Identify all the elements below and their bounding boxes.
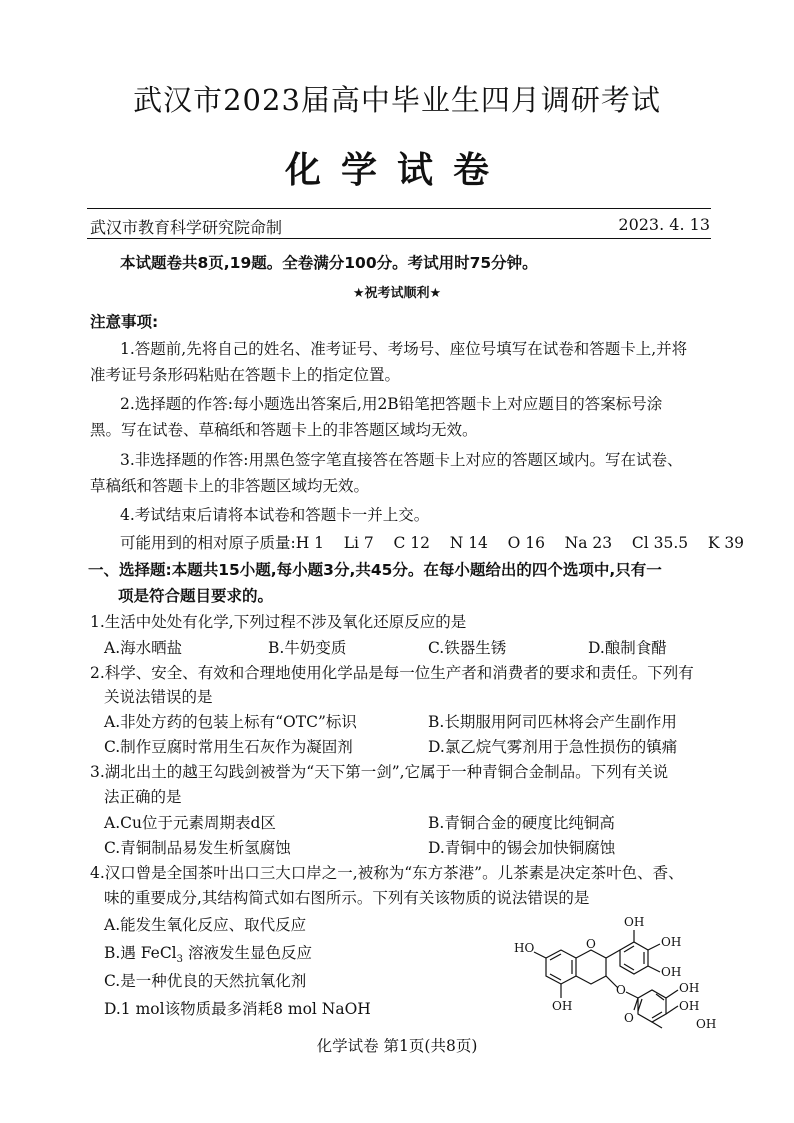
q4-option-b [104, 942, 312, 971]
bond-a-oh-left [534, 952, 546, 958]
q1-option-a: A.海水晒盐 [104, 639, 183, 657]
q3-option-a: A.Cu位于元素周期表d区 [104, 814, 276, 832]
notice-1-line-1: 1.答题前,先将自己的姓名、准考证号、考场号、座位号填写在试卷和答题卡上,并将 [120, 340, 688, 358]
q2-option-d: D.氯乙烷气雾剂用于急性损伤的镇痛 [428, 738, 678, 756]
label-oh-galloyl-bottom: OH [696, 1017, 717, 1030]
notice-3-line-1: 3.非选择题的作答:用黑色签字笔直接答在答题卡上对应的答题区域内。写在试卷、 [120, 451, 683, 469]
label-oh-bottom: OH [552, 999, 573, 1013]
ring-galloyl [638, 990, 666, 1022]
notice-4: 4.考试结束后请将本试卷和答题卡一并上交。 [120, 506, 430, 524]
structure-bonds [534, 930, 678, 1028]
q2-option-a: A.非处方药的包装上标有“OTC”标识 [104, 713, 357, 731]
q1-option-d: D.酿制食醋 [588, 639, 667, 657]
label-oh-b-right: OH [661, 935, 682, 949]
header-rule-top [87, 208, 711, 209]
q3-option-b: B.青铜合金的硬度比纯铜高 [428, 814, 615, 832]
bond-c-b-link [606, 950, 620, 958]
q4-option-b-subscript: 3 [176, 954, 184, 966]
bond-galloyl-oh-top [666, 990, 678, 998]
ring-c [576, 950, 606, 984]
q4-option-d: D.1 mol该物质最多消耗8 mol NaOH [104, 1000, 371, 1018]
q3-option-d: D.青铜中的锡会加快铜腐蚀 [428, 839, 616, 857]
q1-option-b: B.牛奶变质 [268, 639, 347, 657]
label-ho-left: HO [514, 941, 535, 955]
q2-stem-line-1: 2.科学、安全、有效和合理地使用化学品是每一位生产者和消费者的要求和责任。下列有 [90, 664, 694, 682]
exam-title: 武汉市2023届高中毕业生四月调研考试 [133, 83, 661, 117]
label-oh-b-lower: OH [661, 965, 682, 979]
bond-galloyl-oh-mid [666, 1006, 678, 1014]
exam-date: 2023. 4. 13 [618, 215, 710, 234]
section-1-heading-line-2: 项是符合题目要求的。 [118, 587, 274, 605]
notice-heading: 注意事项: [90, 313, 159, 331]
bond-b-oh-right [648, 944, 660, 950]
exam-summary: 本试题卷共8页,19题。全卷满分100分。考试用时75分钟。 [120, 254, 538, 272]
section-1-heading-line-1: 一、选择题:本题共15小题,每小题3分,共45分。在每小题给出的四个选项中,只有一 [88, 561, 662, 579]
publisher: 武汉市教育科学研究院命制 [90, 218, 283, 237]
q4-option-a: A.能发生氧化反应、取代反应 [104, 916, 307, 934]
q2-option-b: B.长期服用阿司匹林将会产生副作用 [428, 713, 677, 731]
exam-subtitle: 化学试卷 [284, 150, 509, 191]
label-o-ring: O [586, 937, 596, 951]
q3-stem-line-2: 法正确的是 [104, 788, 182, 806]
label-o-carbonyl: O [624, 1011, 634, 1025]
q3-option-c: C.青铜制品易发生析氢腐蚀 [104, 839, 291, 857]
q2-stem-line-2: 关说法错误的是 [104, 688, 213, 706]
notice-3-line-2: 草稿纸和答题卡上的非答题区域均无效。 [90, 477, 370, 495]
label-o-ester: O [616, 983, 626, 997]
q1-option-c: C.铁器生锈 [428, 639, 507, 657]
q1-stem: 1.生活中处处有化学,下列过程不涉及氧化还原反应的是 [90, 613, 467, 631]
q4-option-b-suffix: 溶液发生显色反应 [183, 944, 312, 962]
notice-2-line-2: 黑。写在试卷、草稿纸和答题卡上的非答题区域均无效。 [90, 421, 478, 439]
page-footer: 化学试卷 第1页(共8页) [316, 1037, 478, 1055]
notice-2-line-1: 2.选择题的作答:每小题选出答案后,用2B铅笔把答题卡上对应题目的答案标号涂 [120, 395, 663, 413]
q2-option-c: C.制作豆腐时常用生石灰作为凝固剂 [104, 738, 353, 756]
label-oh-galloyl-mid: OH [679, 999, 700, 1013]
q4-stem-line-2: 味的重要成分,其结构简式如右图所示。下列有关该物质的说法错误的是 [104, 889, 590, 907]
bond-b-oh-lower [648, 966, 660, 972]
q4-stem-line-1: 4.汉口曾是全国茶叶出口三大口岸之一,被称为“东方茶港”。儿茶素是决定茶叶色、香、 [90, 864, 684, 882]
q4-option-b-prefix: B.遇 FeCl [104, 944, 177, 962]
catechin-structure-diagram [506, 910, 736, 1030]
good-luck-wish: ★祝考试顺利★ [352, 286, 442, 301]
bond-ester-carbonyl [626, 992, 638, 998]
q4-option-c: C.是一种优良的天然抗氧化剂 [104, 972, 307, 990]
header-rule-bottom [87, 238, 711, 239]
q3-stem-line-1: 3.湖北出土的越王勾践剑被誉为“天下第一剑”,它属于一种青铜合金制品。下列有关说 [90, 763, 669, 781]
bond-galloyl-oh-bottom [652, 1022, 662, 1028]
label-oh-galloyl-top: OH [679, 981, 700, 995]
label-oh-b-top: OH [624, 915, 645, 929]
atomic-masses: 可能用到的相对原子质量:H 1 Li 7 C 12 N 14 O 16 Na 23 Cl 35.5 K 39 [120, 534, 745, 552]
notice-1-line-2: 准考证号条形码粘贴在答题卡上的指定位置。 [90, 366, 401, 384]
